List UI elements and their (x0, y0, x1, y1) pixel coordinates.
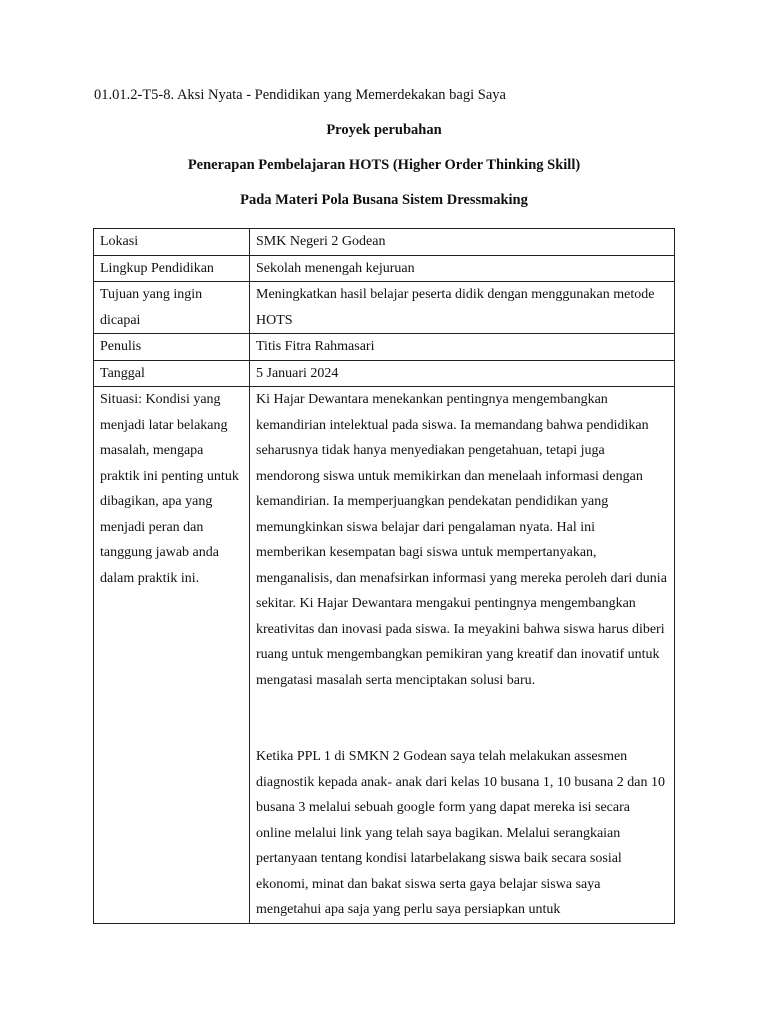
situasi-paragraph-2: Ketika PPL 1 di SMKN 2 Godean saya telah melakukan assesmen diagnostik kepada anak- anak dari kelas 10 busana 1, 10 busana 2 dan 10 busana 3 melalui sebuah google form yang dapat mereka isi secara online melalui link yang telah saya bagikan. Melalui serangkaian pertanyaan tentang kondisi latarbelakang siswa baik secara sosial ekonomi, minat dan bakat siswa serta gaya belajar siswa saya mengetahui apa saja yang perlu saya persiapkan untuk (256, 749, 665, 917)
row-label-lokasi: Lokasi (94, 229, 250, 256)
row-label-tujuan: Tujuan yang ingin dicapai (94, 282, 250, 334)
table-row (94, 229, 675, 256)
document-code-line: 01.01.2-T5-8. Aksi Nyata - Pendidikan yang Memerdekakan bagi Saya (94, 87, 506, 103)
table-row (94, 255, 675, 282)
row-value-lingkup: Sekolah menengah kejuruan (250, 255, 675, 282)
row-value-situasi (250, 387, 675, 924)
row-value-tanggal: 5 Januari 2024 (250, 360, 675, 387)
row-value-lokasi: SMK Negeri 2 Godean (250, 229, 675, 256)
table-row (94, 334, 675, 361)
title-hots: Penerapan Pembelajaran HOTS (Higher Order Thinking Skill) (187, 157, 581, 173)
row-value-tujuan: Meningkatkan hasil belajar peserta didik dengan menggunakan metode HOTS (250, 282, 675, 334)
info-table (93, 228, 675, 924)
table-row (94, 282, 675, 334)
paragraph-gap (256, 693, 668, 744)
table-row (94, 387, 675, 924)
row-label-tanggal: Tanggal (94, 360, 250, 387)
table-row (94, 360, 675, 387)
title-project: Proyek perubahan (326, 122, 442, 138)
row-label-situasi: Situasi: Kondisi yang menjadi latar belakang masalah, mengapa praktik ini penting untuk dibagikan, apa yang menjadi peran dan tanggung jawab anda dalam praktik ini. (94, 387, 250, 924)
row-label-lingkup: Lingkup Pendidikan (94, 255, 250, 282)
row-label-penulis: Penulis (94, 334, 250, 361)
row-value-penulis: Titis Fitra Rahmasari (250, 334, 675, 361)
title-materi: Pada Materi Pola Busana Sistem Dressmaking (240, 192, 528, 208)
situasi-paragraph-1: Ki Hajar Dewantara menekankan pentingnya mengembangkan kemandirian intelektual pada siswa. Ia memandang bahwa pendidikan seharusnya tidak hanya menyediakan pengetahuan, tetapi juga mendorong siswa untuk memikirkan dan menelaah informasi dengan kemandirian. Ia memperjuangkan pendekatan pendidikan yang memungkinkan siswa belajar dari pengalaman nyata. Hal ini memberikan kesempatan bagi siswa untuk mempertanyakan, menganalisis, dan menafsirkan informasi yang mereka peroleh dari dunia sekitar. Ki Hajar Dewantara mengakui pentingnya mengembangkan kreativitas dan inovasi pada siswa. Ia meyakini bahwa siswa harus diberi ruang untuk mengembangkan pemikiran yang kreatif dan inovatif untuk mengatasi masalah serta menciptakan solusi baru. (256, 392, 667, 688)
